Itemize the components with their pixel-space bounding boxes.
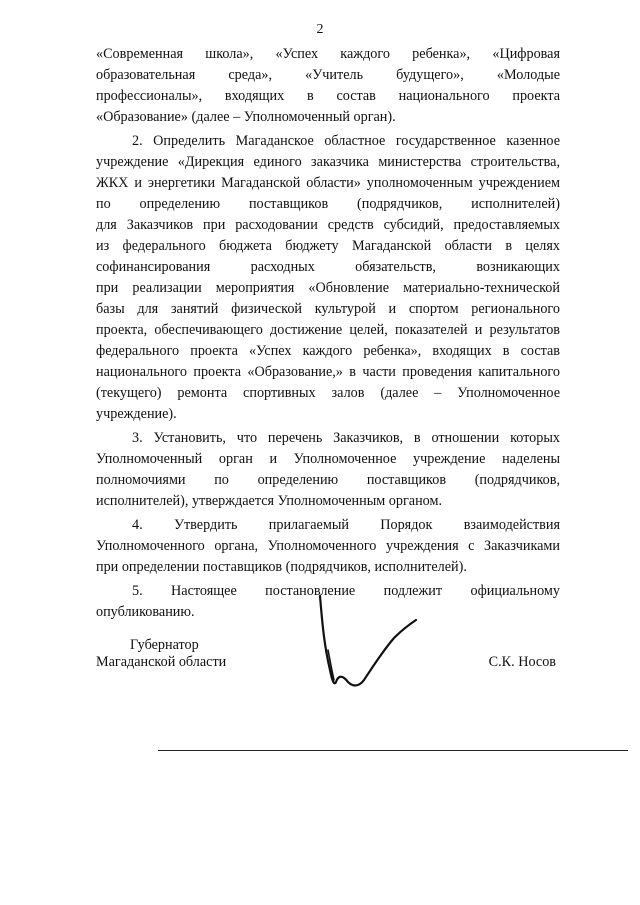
- text-line: Уполномоченный орган и Уполномоченное учреждение наделены: [96, 451, 560, 467]
- signatory-title: Губернатор: [130, 637, 199, 653]
- text-line: национального проекта «Образование,» в части проведения капитального: [96, 364, 560, 380]
- text-line: 3. Установить, что перечень Заказчиков, в отношении которых: [132, 430, 560, 446]
- text-line: проекта, обеспечивающего достижение целей, показателей и результатов: [96, 322, 560, 338]
- text-line: ЖКХ и энергетики Магаданской области» уполномоченным учреждением: [96, 175, 560, 191]
- text-line: по определению поставщиков (подрядчиков, исполнителей): [96, 196, 560, 212]
- text-line: «Образование» (далее – Уполномоченный орган).: [96, 109, 396, 125]
- text-line: профессионалы», входящих в состав национального проекта: [96, 88, 560, 104]
- text-line: софинансирования расходных обязательств, возникающих: [96, 259, 560, 275]
- text-line: 5. Настоящее постановление подлежит официальному: [132, 583, 560, 599]
- text-line: учреждение).: [96, 406, 177, 422]
- signatory-region: Магаданской области: [96, 654, 227, 670]
- page-number: 2: [316, 22, 324, 37]
- text-line: при реализации мероприятия «Обновление материально-технической: [96, 280, 560, 296]
- text-line: базы для занятий физической культурой и спортом регионального: [96, 301, 560, 317]
- footer-divider: [158, 750, 628, 751]
- paragraph-4: [96, 515, 560, 578]
- text-line: «Современная школа», «Успех каждого ребенка», «Цифровая: [96, 46, 560, 62]
- text-line: исполнителей), утверждается Уполномоченным органом.: [96, 493, 443, 509]
- text-line: учреждение «Дирекция единого заказчика министерства строительства,: [96, 154, 560, 170]
- text-line: полномочиями по определению поставщиков (подрядчиков,: [96, 472, 560, 488]
- text-line: 2. Определить Магаданское областное государственное казенное: [132, 133, 560, 149]
- text-line: для Заказчиков при расходовании средств субсидий, предоставляемых: [96, 217, 560, 233]
- text-line: (текущего) ремонта спортивных залов (далее – Уполномоченное: [96, 385, 560, 401]
- handwritten-signature: [308, 590, 428, 700]
- signatory-name: С.К. Носов: [488, 654, 556, 670]
- text-line: опубликованию.: [96, 604, 195, 620]
- document-body: [96, 44, 560, 623]
- paragraph-3: [96, 428, 560, 512]
- text-line: при определении поставщиков (подрядчиков, исполнителей).: [96, 559, 467, 575]
- text-line: федерального проекта «Успех каждого ребенка», входящих в состав: [96, 343, 560, 359]
- text-line: 4. Утвердить прилагаемый Порядок взаимодействия: [132, 517, 560, 533]
- text-line: из федерального бюджета бюджету Магаданской области в целях: [96, 238, 560, 254]
- paragraph-1: [96, 44, 560, 128]
- text-line: Уполномоченного органа, Уполномоченного учреждения с Заказчиками: [96, 538, 560, 554]
- paragraph-2: [96, 131, 560, 425]
- text-line: образовательная среда», «Учитель будущего», «Молодые: [96, 67, 560, 83]
